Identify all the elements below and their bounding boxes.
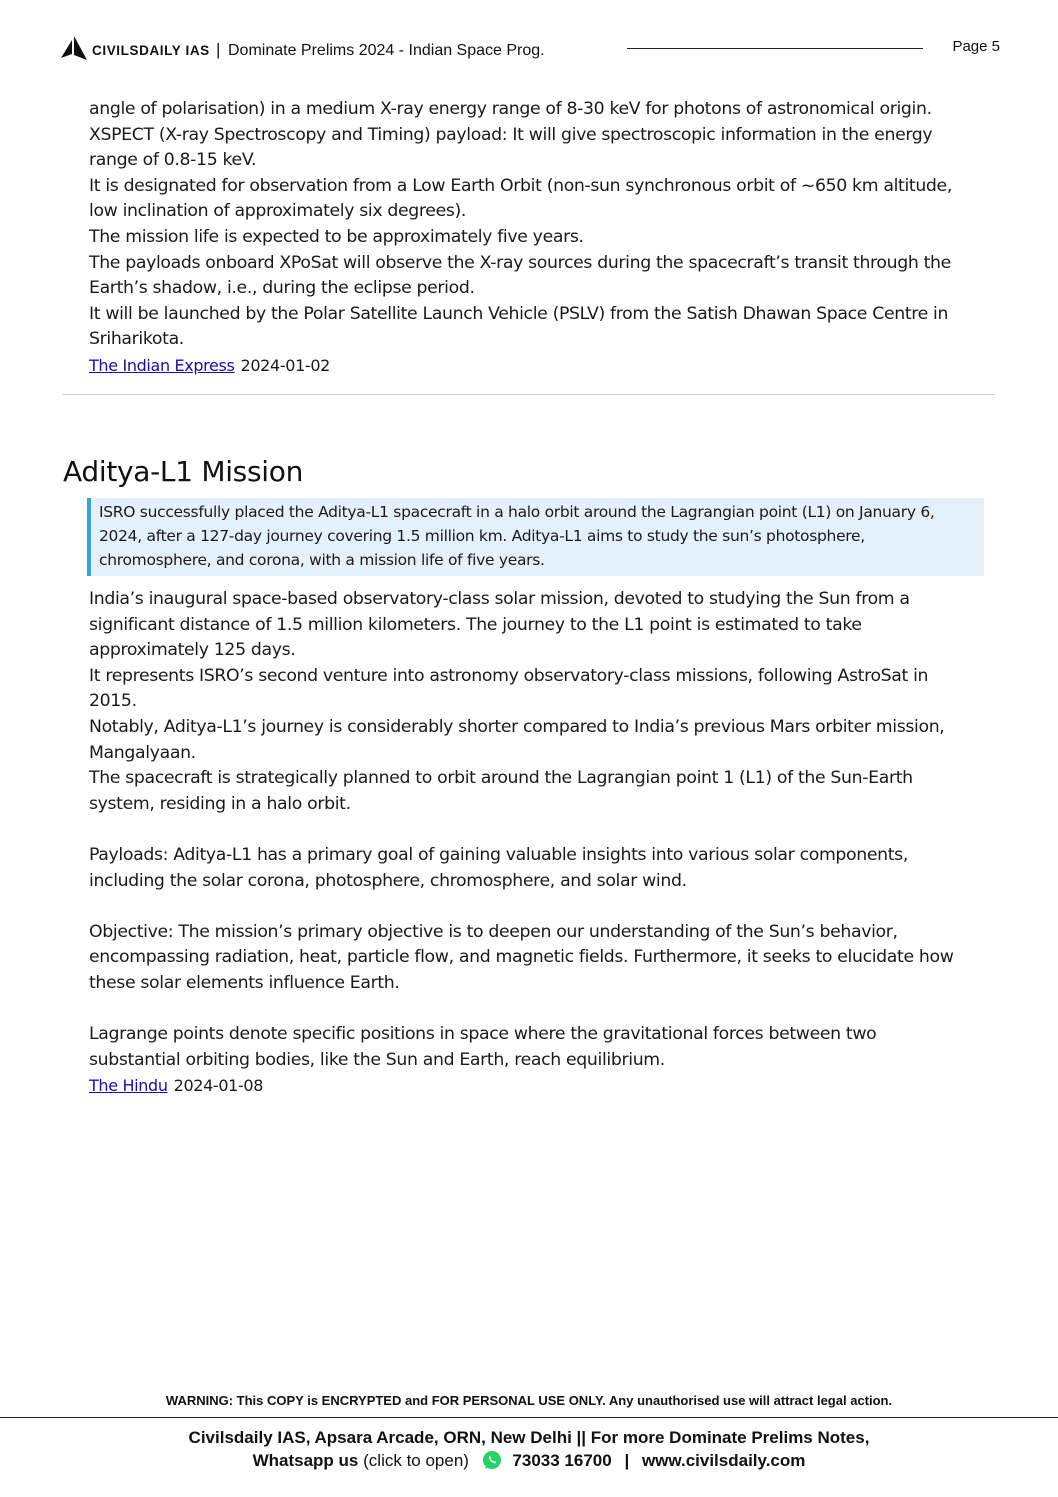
section-divider [63,394,995,395]
page-header [60,34,1000,68]
paragraph: Notably, Aditya-L1’s journey is considerably shorter compared to India’s previous Mars orbiter mission, Mangalyaan. [89,716,945,763]
source-date: 2024-01-08 [173,1076,264,1096]
whatsapp-icon[interactable] [482,1450,502,1470]
paragraph: The payloads onboard XPoSat will observe the X-ray sources during the spacecraft’s transit through the Earth’s shadow, i.e., during the eclipse period. [89,252,951,299]
lagrange-paragraph: Lagrange points denote specific positions in space where the gravitational forces between two substantial orbiting bodies, like the Sun and Earth, reach equilibrium. [89,1024,877,1070]
paragraph: angle of polarisation) in a medium X-ray energy range of 8-30 keV for photons of astronomical origin. [89,99,932,119]
paragraph: It will be launched by the Polar Satellite Launch Vehicle (PSLV) from the Satish Dhawan Space Centre in Sriharikota. [89,303,949,350]
click-note: (click to open) [363,1451,469,1470]
header-rule [627,48,923,49]
brand-name: CIVILSDAILY IAS [92,43,210,58]
source-line [89,1073,969,1099]
objective-paragraph: Objective: The mission’s primary objective is to deepen our understanding of the Sun’s behavior, encompassing radiation, heat, particle flow, and magnetic fields. Furthermore, it seeks to elucidate how these solar elements influence Earth. [89,921,954,993]
source-link-the-hindu[interactable]: The Hindu [89,1076,168,1096]
footer-rule [0,1417,1058,1418]
source-link-indian-express[interactable]: The Indian Express [89,355,235,375]
copyright-warning: WARNING: This COPY is ENCRYPTED and FOR PERSONAL USE ONLY. Any unauthorised use will attract legal action. [165,1393,893,1408]
website-link[interactable]: www.civilsdaily.com [641,1451,806,1470]
footer-address: Civilsdaily IAS, Apsara Arcade, ORN, New Delhi || For more Dominate Prelims Notes, [188,1428,870,1447]
civilsdaily-logo-icon [60,36,88,62]
document-title: Dominate Prelims 2024 - Indian Space Prog. [228,42,545,59]
header-separator: | [216,40,221,59]
paragraph: The mission life is expected to be approximately five years. [89,226,584,247]
paragraph: The spacecraft is strategically planned to orbit around the Lagrangian point 1 (L1) of the Sun-Earth system, residing in a halo orbit. [89,768,913,814]
paragraph: India’s inaugural space-based observatory-class solar mission, devoted to studying the Sun from a significant distance of 1.5 million kilometers. The journey to the L1 point is estimated to take approximately 125 days. [89,589,910,661]
previous-section-text [89,97,969,379]
whatsapp-label[interactable]: Whatsapp us [252,1451,359,1470]
section-title: Aditya-L1 Mission [63,455,304,488]
summary-box: ISRO successfully placed the Aditya-L1 spacecraft in a halo orbit around the Lagrangian point (L1) on January 6, 2024, after a 127-day journey covering 1.5 million km. Aditya-L1 aims to study the sun’s photosphere, chromosphere, and corona, with a mission life of five years. [87,498,984,576]
phone-number[interactable]: 73033 16700 [512,1451,612,1470]
source-date: 2024-01-02 [240,355,331,375]
footer-divider: | [624,1451,630,1470]
paragraph: It is designated for observation from a Low Earth Orbit (non-sun synchronous orbit of ~650 km altitude, low inclination of approximately six degrees). [89,175,952,222]
section-body [89,587,969,1099]
paragraph: XSPECT (X-ray Spectroscopy and Timing) payload: It will give spectroscopic information in the energy range of 0.8-15 keV. [89,124,933,171]
paragraph: It represents ISRO’s second venture into astronomy observatory-class missions, following AstroSat in 2015. [89,665,929,712]
payloads-paragraph: Payloads: Aditya-L1 has a primary goal of gaining valuable insights into various solar components, including the solar corona, photosphere, chromosphere, and solar wind. [89,844,908,891]
page-number: Page 5 [952,38,1000,55]
source-line [89,353,969,379]
footer-contact [0,1450,1058,1471]
